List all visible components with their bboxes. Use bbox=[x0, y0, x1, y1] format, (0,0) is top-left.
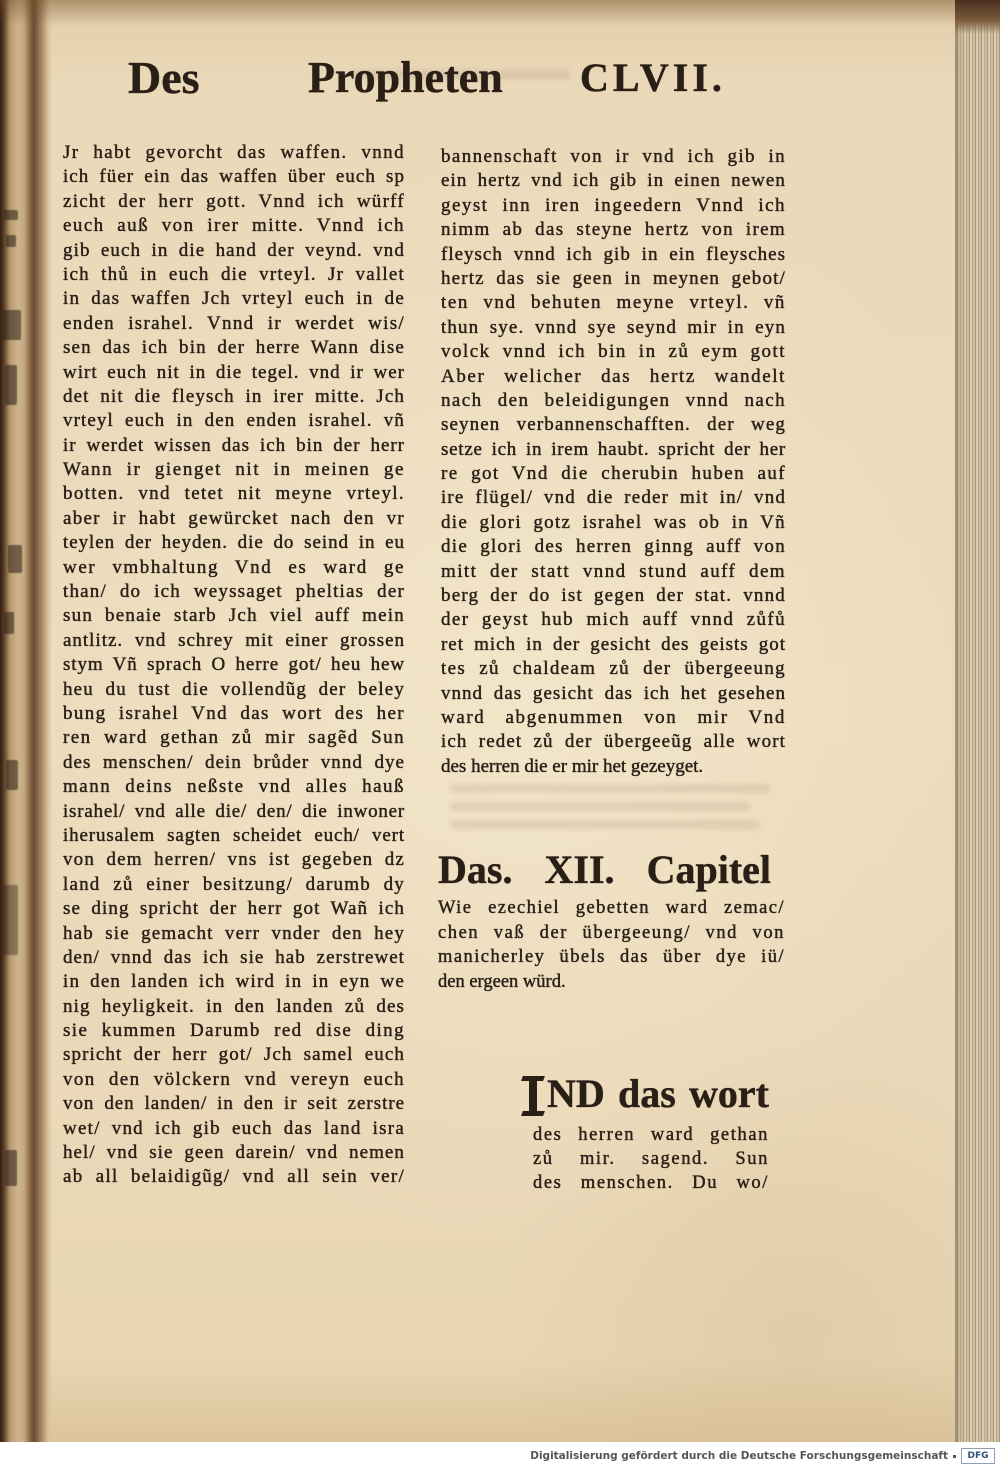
bleed-through bbox=[450, 802, 750, 811]
chapter-incipit: ND das wort bbox=[547, 1071, 769, 1116]
text-line: nimm ab das steyne hertz von irem bbox=[441, 219, 786, 241]
text-line: berg der do ist gegen der stat. vnnd bbox=[441, 585, 786, 607]
text-line: den/ vnnd das ich sie hab zerstrewet bbox=[63, 946, 405, 968]
text-line: bung israhel Vnd das wort des her bbox=[63, 702, 405, 724]
summary-line: den ergeen würd. bbox=[438, 971, 566, 992]
text-line: geyst inn iren ingeedern Vnnd ich bbox=[441, 194, 786, 216]
text-line: des menschen. Du wo/ bbox=[533, 1173, 769, 1193]
text-line: gib euch in die hand der veynd. vnd bbox=[63, 239, 405, 261]
text-line: ward abgenummen von mir Vnd bbox=[441, 706, 786, 728]
text-line: tes zů chaldeam zů der übergeeung bbox=[441, 658, 786, 680]
binding-gutter bbox=[0, 0, 52, 1442]
text-line: wirt euch nit in die tegel. vnd ir wer bbox=[63, 361, 405, 383]
running-title-right: Propheten bbox=[308, 53, 503, 102]
text-line: setze ich in irem haubt. spricht der her bbox=[441, 438, 786, 460]
text-line: ich redet zů der übergeeũg alle wort bbox=[441, 731, 786, 753]
text-line: antlitz. vnd schrey mit einer grossen bbox=[63, 629, 405, 651]
summary-line: Wie ezechiel gebetten ward zemac/ bbox=[438, 898, 785, 918]
text-line: die glori gotz israhel was ob in Vñ bbox=[441, 511, 786, 533]
text-line: sie kummen Darumb red dise ding bbox=[63, 1020, 405, 1042]
text-line: in den landen ich wird in in eyn we bbox=[63, 971, 405, 993]
text-line: volck vnnd ich bin in zů eym gott bbox=[441, 341, 786, 363]
initial-placeholder bbox=[522, 1076, 544, 1116]
text-line: hab sie gemacht verr vnder den hey bbox=[63, 922, 405, 944]
text-line: euch auß von irer mitte. Vnnd ich bbox=[63, 215, 405, 237]
digitization-credit: Digitalisierung gefördert durch die Deutsche Forschungsgemeinschaft bbox=[530, 1450, 948, 1462]
text-line: ab all belaidigũg/ vnd all sein ver/ bbox=[63, 1166, 405, 1188]
text-line: hel/ vnd sie geen darein/ vnd nemen bbox=[63, 1142, 405, 1164]
cover-corner bbox=[955, 0, 1000, 34]
text-line: fleysch vnnd ich gib in ein fleysches bbox=[441, 243, 786, 265]
folio-number: CLVII. bbox=[580, 55, 726, 100]
text-line: teylen der heyden. die do seind in eu bbox=[63, 532, 405, 554]
text-line: ire flügel/ vnd die reder mit in/ vnd bbox=[441, 487, 786, 509]
text-line: heu du tust die vollendũg der beley bbox=[63, 678, 405, 700]
text-line: seynen verbannenschafften. der weg bbox=[441, 414, 786, 436]
chapter-heading: Das. XII. Capitel bbox=[438, 847, 771, 892]
text-line: die glori des herren ginng auff von bbox=[441, 536, 786, 558]
text-line: des menschen/ dein brůder vnnd dye bbox=[63, 751, 405, 773]
text-line: than/ do ich weyssaget pheltias der bbox=[63, 581, 405, 603]
text-line: aber ir habt gewürcket nach den vr bbox=[63, 507, 405, 529]
text-line: sun benaie starb Jch viel auff mein bbox=[63, 605, 405, 627]
text-line: vrteyl euch in den enden israhel. vñ bbox=[63, 410, 405, 432]
summary-line: chen vaß der übergeeung/ vnd von bbox=[438, 922, 785, 943]
text-line: von den völckern vnd vereyn euch bbox=[63, 1068, 405, 1090]
text-line: von dem herren/ vns ist gegeben dz bbox=[63, 849, 405, 871]
text-line: re got Vnd die cherubin huben auf bbox=[441, 463, 786, 485]
text-line: enden israhel. Vnnd ir werdet wis/ bbox=[63, 312, 405, 334]
dfg-logo: DFG bbox=[961, 1448, 995, 1464]
text-line: Aber welicher das hertz wandelt bbox=[441, 365, 786, 387]
text-line: bannenschaft von ir vnd ich gib in bbox=[441, 146, 786, 167]
bleed-through bbox=[450, 820, 760, 829]
text-line: botten. vnd tetet nit meyne vrteyl. bbox=[63, 483, 405, 505]
text-line: hertz das sie geen in meynen gebot/ bbox=[441, 267, 786, 289]
text-line: land zů einer besitzung/ darumb dy bbox=[63, 873, 405, 895]
running-title-left: Des bbox=[128, 52, 200, 103]
text-line: zů mir. sagend. Sun bbox=[533, 1149, 769, 1169]
page-block-edges bbox=[955, 0, 1000, 1442]
text-line: Jr habt gevorcht das waffen. vnnd bbox=[63, 142, 405, 163]
text-line: ich füer ein das waffen über euch sp bbox=[63, 166, 405, 188]
text-line: sen das ich bin der herre Wann dise bbox=[63, 337, 405, 359]
bleed-through bbox=[450, 784, 770, 793]
chapter-text bbox=[533, 1123, 769, 1195]
text-line: wet/ vnd ich gib euch das land isra bbox=[63, 1117, 405, 1139]
top-edge-shadow bbox=[0, 0, 1000, 26]
text-line: der geyst hub mich auff vnnd zůfů bbox=[441, 609, 786, 631]
text-line: stym Vñ sprach O herre got/ heu hew bbox=[63, 654, 405, 676]
text-line: thun sye. vnnd sye seynd mir in eyn bbox=[441, 316, 786, 338]
text-line: ret mich in der gesicht des geists got bbox=[441, 633, 786, 655]
text-line: spricht der herr got/ Jch samel euch bbox=[63, 1044, 405, 1066]
text-line: ein hertz vnd ich gib in einen newen bbox=[441, 170, 786, 192]
text-line: Wann ir gienget nit in meinen ge bbox=[63, 459, 405, 481]
text-line: det nit die fleysch in irer mitte. Jch bbox=[63, 385, 405, 407]
text-line: ren ward gethan zů mir sagẽd Sun bbox=[63, 727, 405, 749]
text-line: mitt der statt vnnd stund auff dem bbox=[441, 560, 786, 582]
chapter-summary bbox=[438, 896, 785, 994]
footer-bar bbox=[0, 1442, 1000, 1470]
text-line: des herren die er mir het gezeyget. bbox=[441, 755, 704, 777]
text-line: mann deins neßste vnd alles hauß bbox=[63, 776, 405, 798]
summary-line: manicherley übels das über dye iü/ bbox=[438, 947, 785, 968]
text-line: nach den beleidigungen vnnd nach bbox=[441, 389, 786, 411]
text-line: se ding spricht der herr got Wañ ich bbox=[63, 898, 405, 920]
text-line: von den landen/ in den ir seit zerstre bbox=[63, 1093, 405, 1115]
text-line: ir werdet wissen das ich bin der herr bbox=[63, 434, 405, 456]
right-column bbox=[441, 145, 786, 779]
text-line: ich thů in euch die vrteyl. Jr vallet bbox=[63, 263, 405, 285]
text-line: des herren ward gethan bbox=[533, 1125, 769, 1145]
text-line: ten vnd behuten meyne vrteyl. vñ bbox=[441, 292, 786, 314]
text-line: vnnd das gesicht das ich het gesehen bbox=[441, 682, 786, 704]
text-line: zicht der herr gott. Vnnd ich würff bbox=[63, 190, 405, 212]
separator-dot bbox=[953, 1455, 956, 1458]
text-line: iherusalem sagten scheidet euch/ vert bbox=[63, 824, 405, 846]
text-line: wer vmbhaltung Vnd es ward ge bbox=[63, 556, 405, 578]
text-line: israhel/ vnd alle die/ den/ die inwoner bbox=[63, 800, 405, 822]
text-line: nig heyligkeit. in den landen zů des bbox=[63, 995, 405, 1017]
text-line: in das waffen Jch vrteyl euch in de bbox=[63, 288, 405, 310]
left-column bbox=[63, 141, 405, 1190]
